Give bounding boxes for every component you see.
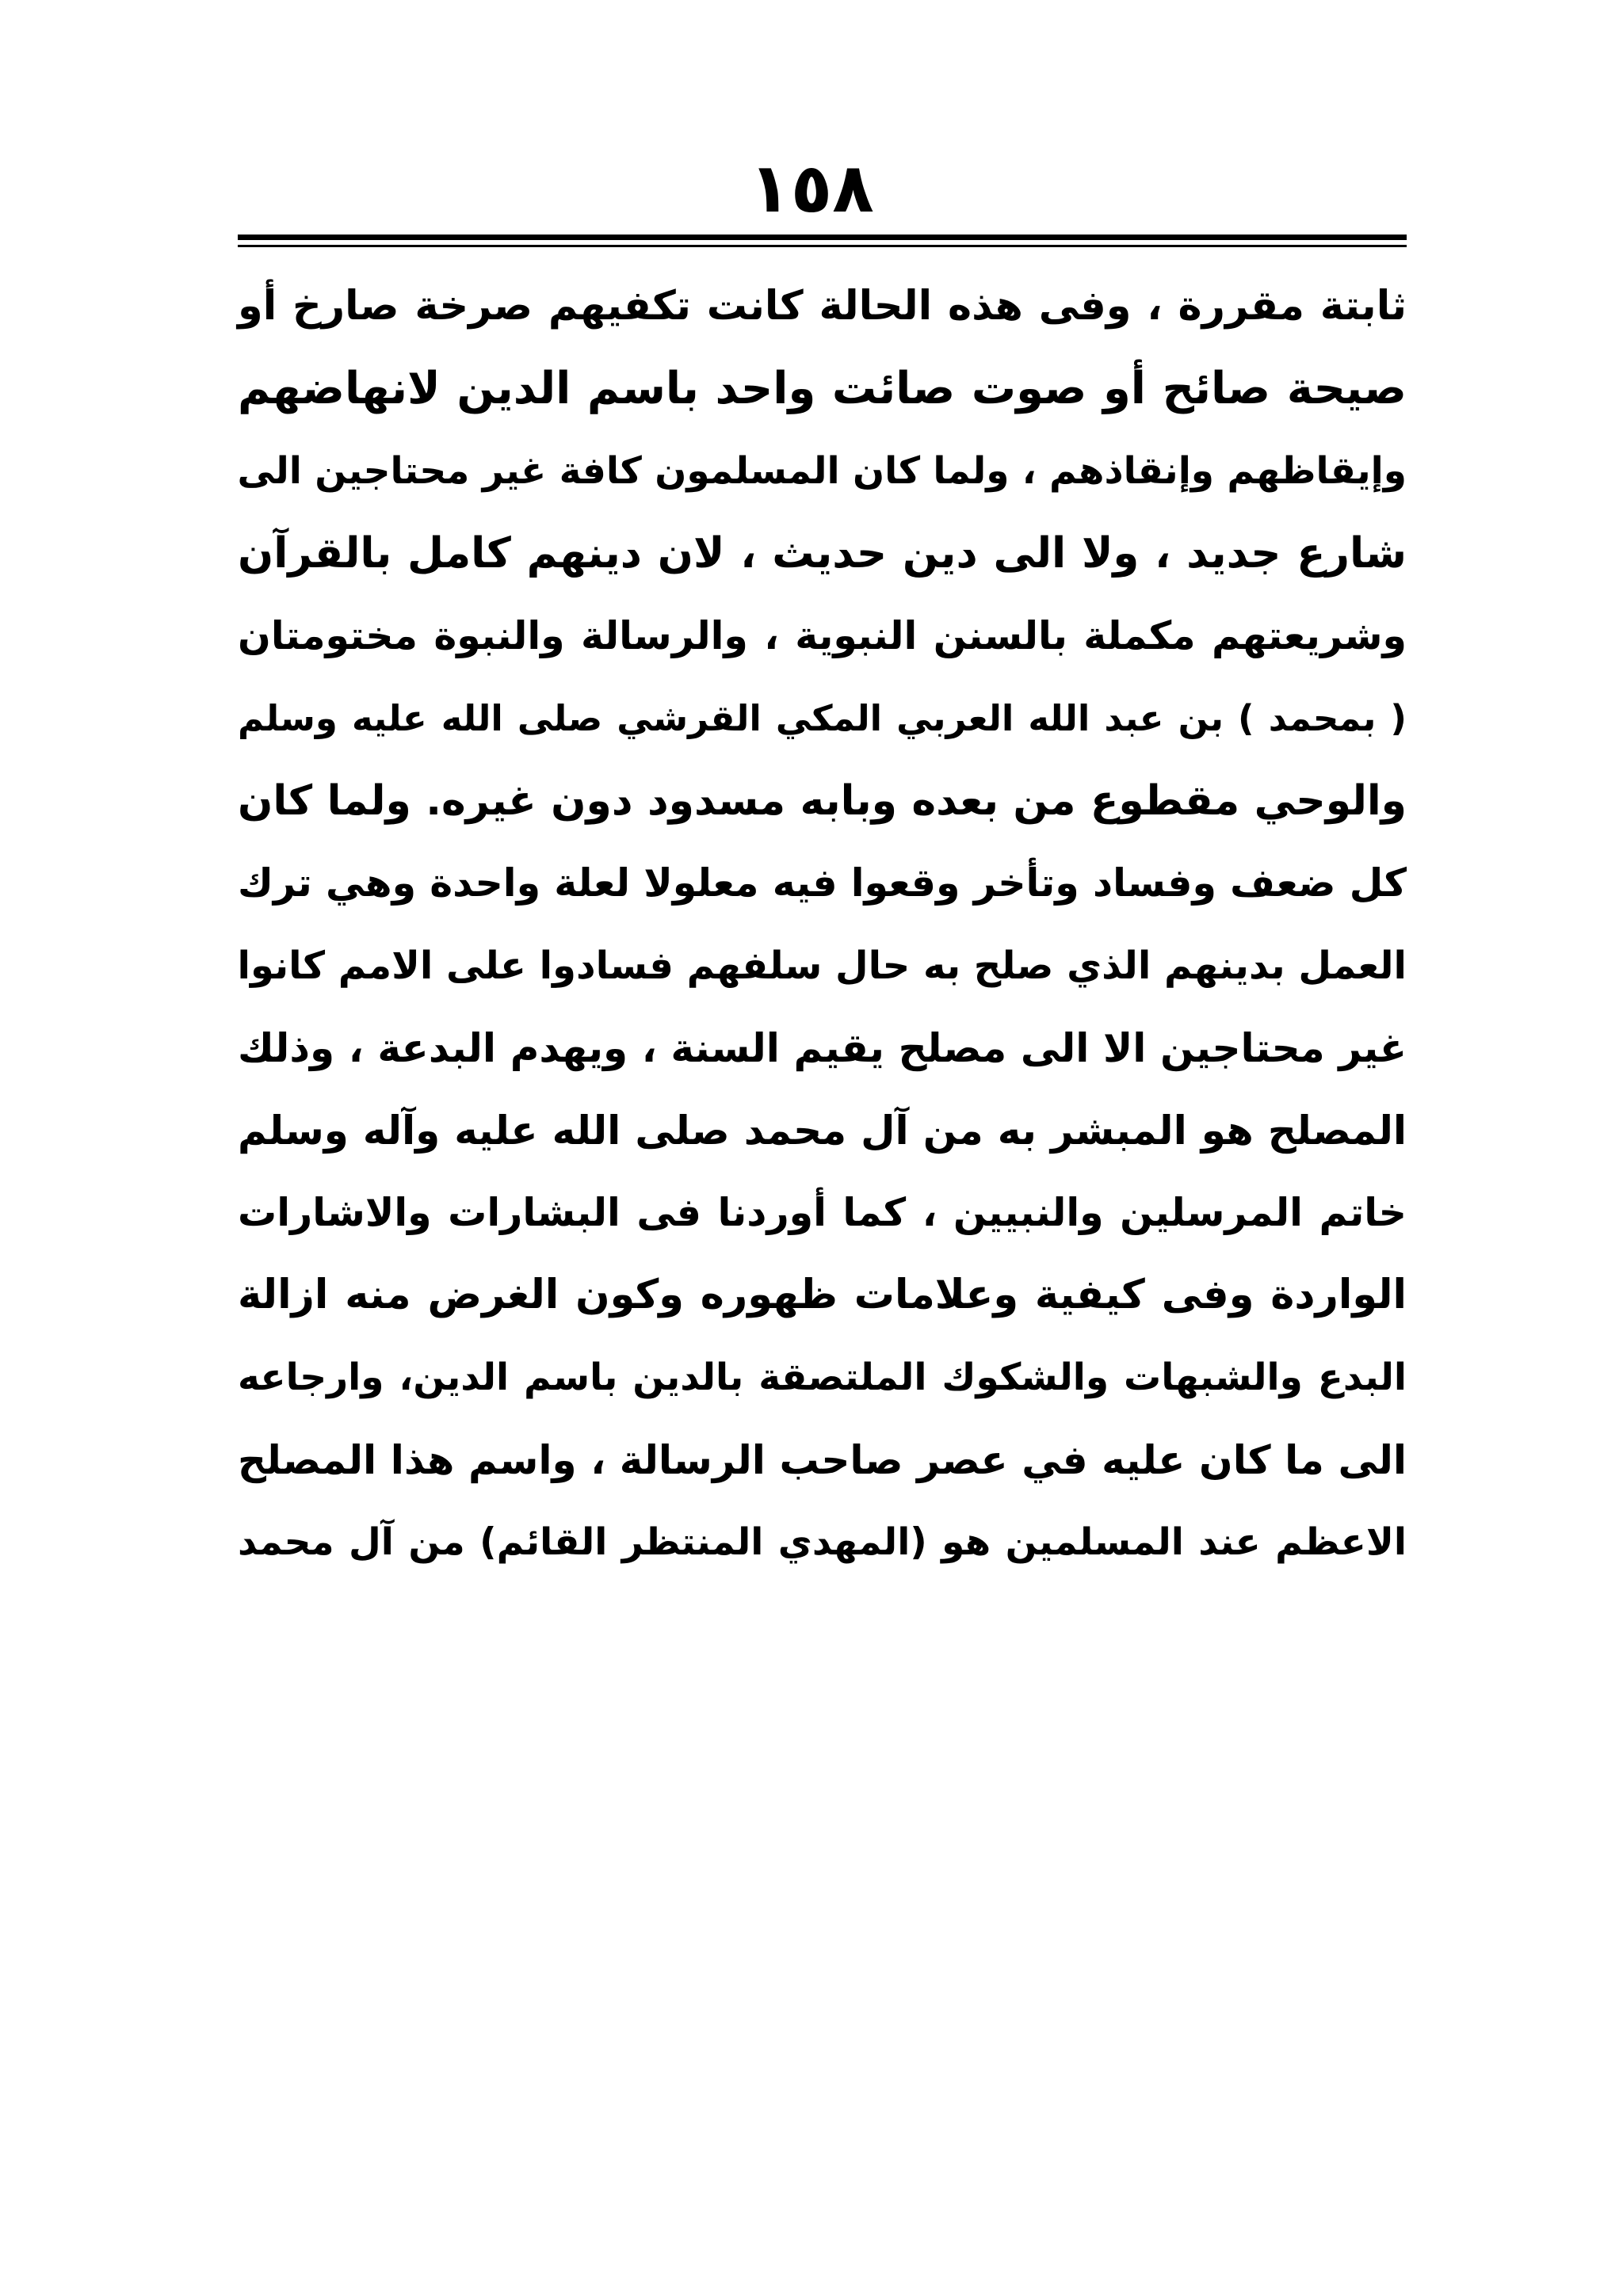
text-line: غير محتاجين الا الى مصلح يقيم السنة ، ويهدم البدعة ، وذلك	[238, 1025, 1407, 1071]
header-rule-thick	[238, 235, 1407, 240]
text-line: ( بمحمد ) بن عبد الله العربي المكي القرشي صلى الله عليه وسلم	[238, 697, 1407, 739]
text-line: العمل بدينهم الذي صلح به حال سلفهم فسادوا على الامم كانوا	[237, 944, 1407, 988]
text-line: المصلح هو المبشر به من آل محمد صلى الله عليه وآله وسلم	[238, 1108, 1407, 1154]
text-line: كل ضعف وفساد وتأخر وقعوا فيه معلولا لعلة واحدة وهي ترك	[238, 860, 1407, 906]
text-line: صيحة صائح أو صوت صائت واحد باسم الدين لانهاضهم	[238, 363, 1407, 414]
page-number: ١٥٨	[749, 149, 874, 228]
header-rule-thin	[238, 245, 1407, 247]
text-line: الواردة وفى كيفية وعلامات ظهوره وكون الغرض منه ازالة	[238, 1272, 1407, 1318]
text-line: وإيقاظهم وإنقاذهم ، ولما كان المسلمون كافة غير محتاجين الى	[237, 449, 1407, 493]
text-line: خاتم المرسلين والنبيين ، كما أوردنا فى البشارات والاشارات	[238, 1190, 1407, 1235]
text-line: شارع جديد ، ولا الى دين حديث ، لان دينهم كامل بالقرآن	[238, 529, 1407, 578]
text-line: والوحي مقطوع من بعده وبابه مسدود دون غيره. ولما كان	[238, 777, 1407, 825]
body-text	[238, 265, 1407, 1584]
text-line: الاعظم عند المسلمين هو (المهدي المنتظر القائم) من آل محمد	[238, 1520, 1407, 1564]
text-line: ثابتة مقررة ، وفى هذه الحالة كانت تكفيهم صرخة صارخ أو	[238, 283, 1407, 330]
text-line: وشريعتهم مكملة بالسنن النبوية ، والرسالة والنبوة مختومتان	[238, 613, 1407, 658]
text-line: البدع والشبهات والشكوك الملتصقة بالدين باسم الدين، وارجاعه	[238, 1356, 1407, 1399]
text-line: الى ما كان عليه في عصر صاحب الرسالة ، واسم هذا المصلح	[238, 1437, 1407, 1483]
